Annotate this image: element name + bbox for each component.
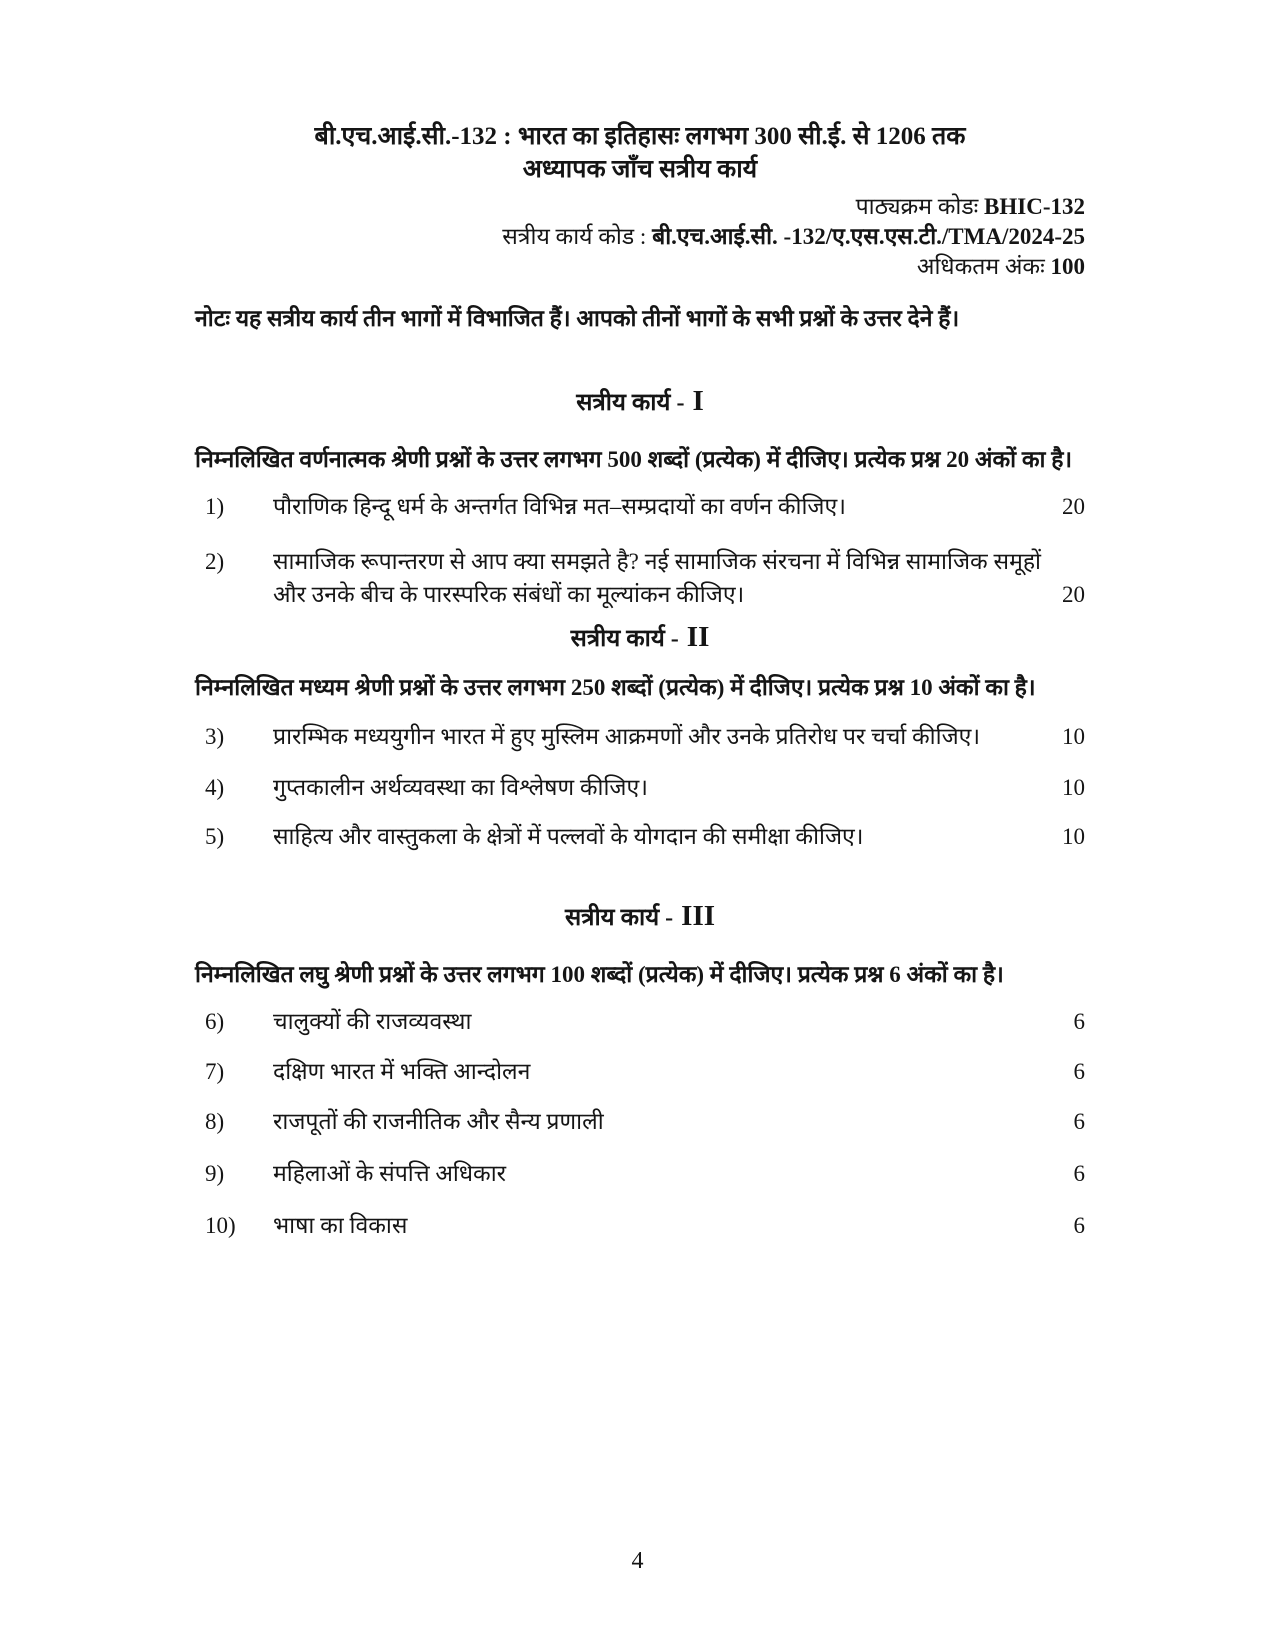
assignment-code-value: बी.एच.आई.सी. -132/ए.एस.एस.टी./TMA/2024-25 xyxy=(652,224,1085,249)
code-block xyxy=(195,192,1085,282)
question-8-body xyxy=(273,1105,1085,1138)
question-3-marks: 10 xyxy=(1062,724,1085,749)
question-6-body xyxy=(273,1005,1085,1038)
question-7-marks: 6 xyxy=(1073,1059,1085,1084)
section-2-instruction: निम्नलिखित मध्यम श्रेणी प्रश्नों के उत्तर लगभग 250 शब्दों (प्रत्येक) में दीजिए। प्रत्येक प्रश्न 10 अंकों का है। xyxy=(195,675,1036,700)
question-5-marks: 10 xyxy=(1062,824,1085,849)
question-3-number: 3) xyxy=(205,724,225,749)
question-9-body xyxy=(273,1157,1085,1190)
section-3-instruction: निम्नलिखित लघु श्रेणी प्रश्नों के उत्तर लगभग 100 शब्दों (प्रत्येक) में दीजिए। प्रत्येक प्रश्न 6 अंकों का है। xyxy=(195,962,1004,987)
section-2-heading-numeral: II xyxy=(686,621,710,653)
section-2-heading xyxy=(195,619,1085,657)
question-4-number: 4) xyxy=(205,775,225,800)
section-3-heading-numeral: III xyxy=(681,900,716,932)
question-10-body xyxy=(273,1209,1085,1242)
assignment-code-line xyxy=(195,222,1085,252)
question-5-number: 5) xyxy=(205,824,225,849)
question-3-text: प्रारम्भिक मध्ययुगीन भारत में हुए मुस्लिम आक्रमणों और उनके प्रतिरोध पर चर्चा कीजिए। xyxy=(273,724,981,749)
title-line-2: अध्यापक जाँच सत्रीय कार्य xyxy=(522,156,758,183)
question-6-marks: 6 xyxy=(1073,1009,1085,1034)
question-7-number: 7) xyxy=(205,1059,225,1084)
question-9-text: महिलाओं के संपत्ति अधिकार xyxy=(273,1161,507,1186)
question-row-1 xyxy=(195,490,1085,523)
question-4-body xyxy=(273,771,1085,804)
question-row-3 xyxy=(195,720,1085,753)
section-2 xyxy=(195,619,1085,853)
page-content xyxy=(195,0,1085,1242)
section-3 xyxy=(195,898,1085,1242)
question-2-text: सामाजिक रूपान्तरण से आप क्या समझते है? नई सामाजिक संरचना में विभिन्न सामाजिक समूहों और उनके बीच के पारस्परिक संबंधों का मूल्यांकन कीजिए। xyxy=(273,549,1041,607)
question-10-text: भाषा का विकास xyxy=(273,1213,408,1238)
question-2-marks: 20 xyxy=(1062,582,1085,607)
question-row-10 xyxy=(195,1209,1085,1242)
section-1-heading-numeral: I xyxy=(692,385,704,417)
section-3-heading xyxy=(195,898,1085,936)
question-10-number: 10) xyxy=(205,1213,236,1238)
course-code-value: BHIC-132 xyxy=(984,194,1085,219)
question-2-number: 2) xyxy=(205,549,225,574)
question-row-4 xyxy=(195,771,1085,804)
section-2-heading-text: सत्रीय कार्य - xyxy=(570,626,679,652)
question-6-number: 6) xyxy=(205,1009,225,1034)
max-marks-value: 100 xyxy=(1050,254,1085,279)
question-5-body xyxy=(273,820,1085,853)
document-title xyxy=(195,120,1085,186)
question-7-text: दक्षिण भारत में भक्ति आन्दोलन xyxy=(273,1059,531,1084)
question-2-body xyxy=(273,545,1085,611)
question-row-5 xyxy=(195,820,1085,853)
question-7-body xyxy=(273,1055,1085,1088)
question-6-text: चालुक्यों की राजव्यवस्था xyxy=(273,1009,472,1034)
question-row-9 xyxy=(195,1157,1085,1190)
question-1-body xyxy=(273,490,1085,523)
question-10-marks: 6 xyxy=(1073,1213,1085,1238)
question-1-text: पौराणिक हिन्दू धर्म के अन्तर्गत विभिन्न मत–सम्प्रदायों का वर्णन कीजिए। xyxy=(273,494,846,519)
question-8-number: 8) xyxy=(205,1109,225,1134)
section-1-heading-text: सत्रीय कार्य - xyxy=(576,390,685,416)
course-code-line xyxy=(195,192,1085,222)
question-8-marks: 6 xyxy=(1073,1109,1085,1134)
question-row-2 xyxy=(195,545,1085,611)
course-code-label: पाठ्यक्रम कोडः xyxy=(855,194,979,219)
question-row-7 xyxy=(195,1055,1085,1088)
question-1-number: 1) xyxy=(205,494,225,519)
section-1-instruction: निम्नलिखित वर्णनात्मक श्रेणी प्रश्नों के उत्तर लगभग 500 शब्दों (प्रत्येक) में दीजिए। प्रत्येक प्रश्न 20 अंकों का है। xyxy=(195,447,1073,472)
note-text: नोटः यह सत्रीय कार्य तीन भागों में विभाजित हैं। आपको तीनों भागों के सभी प्रश्नों के उत्तर देने हैं। xyxy=(195,306,960,331)
question-4-marks: 10 xyxy=(1062,775,1085,800)
question-row-8 xyxy=(195,1105,1085,1138)
question-1-marks: 20 xyxy=(1062,494,1085,519)
title-line-1: बी.एच.आई.सी.-132 : भारत का इतिहासः लगभग 300 सी.ई. से 1206 तक xyxy=(314,123,966,150)
question-9-number: 9) xyxy=(205,1161,225,1186)
question-8-text: राजपूतों की राजनीतिक और सैन्य प्रणाली xyxy=(273,1109,604,1134)
question-4-text: गुप्तकालीन अर्थव्यवस्था का विश्लेषण कीजिए। xyxy=(273,775,648,800)
section-1-heading xyxy=(195,383,1085,421)
assignment-code-label: सत्रीय कार्य कोड : xyxy=(502,224,647,249)
question-3-body xyxy=(273,720,1085,753)
max-marks-label: अधिकतम अंकः xyxy=(916,254,1045,279)
question-5-text: साहित्य और वास्तुकला के क्षेत्रों में पल्लवों के योगदान की समीक्षा कीजिए। xyxy=(273,824,864,849)
page-number: 4 xyxy=(631,1548,644,1574)
question-row-6 xyxy=(195,1005,1085,1038)
max-marks-line xyxy=(195,252,1085,282)
question-9-marks: 6 xyxy=(1073,1161,1085,1186)
section-1 xyxy=(195,383,1085,611)
section-3-heading-text: सत्रीय कार्य - xyxy=(564,905,674,931)
